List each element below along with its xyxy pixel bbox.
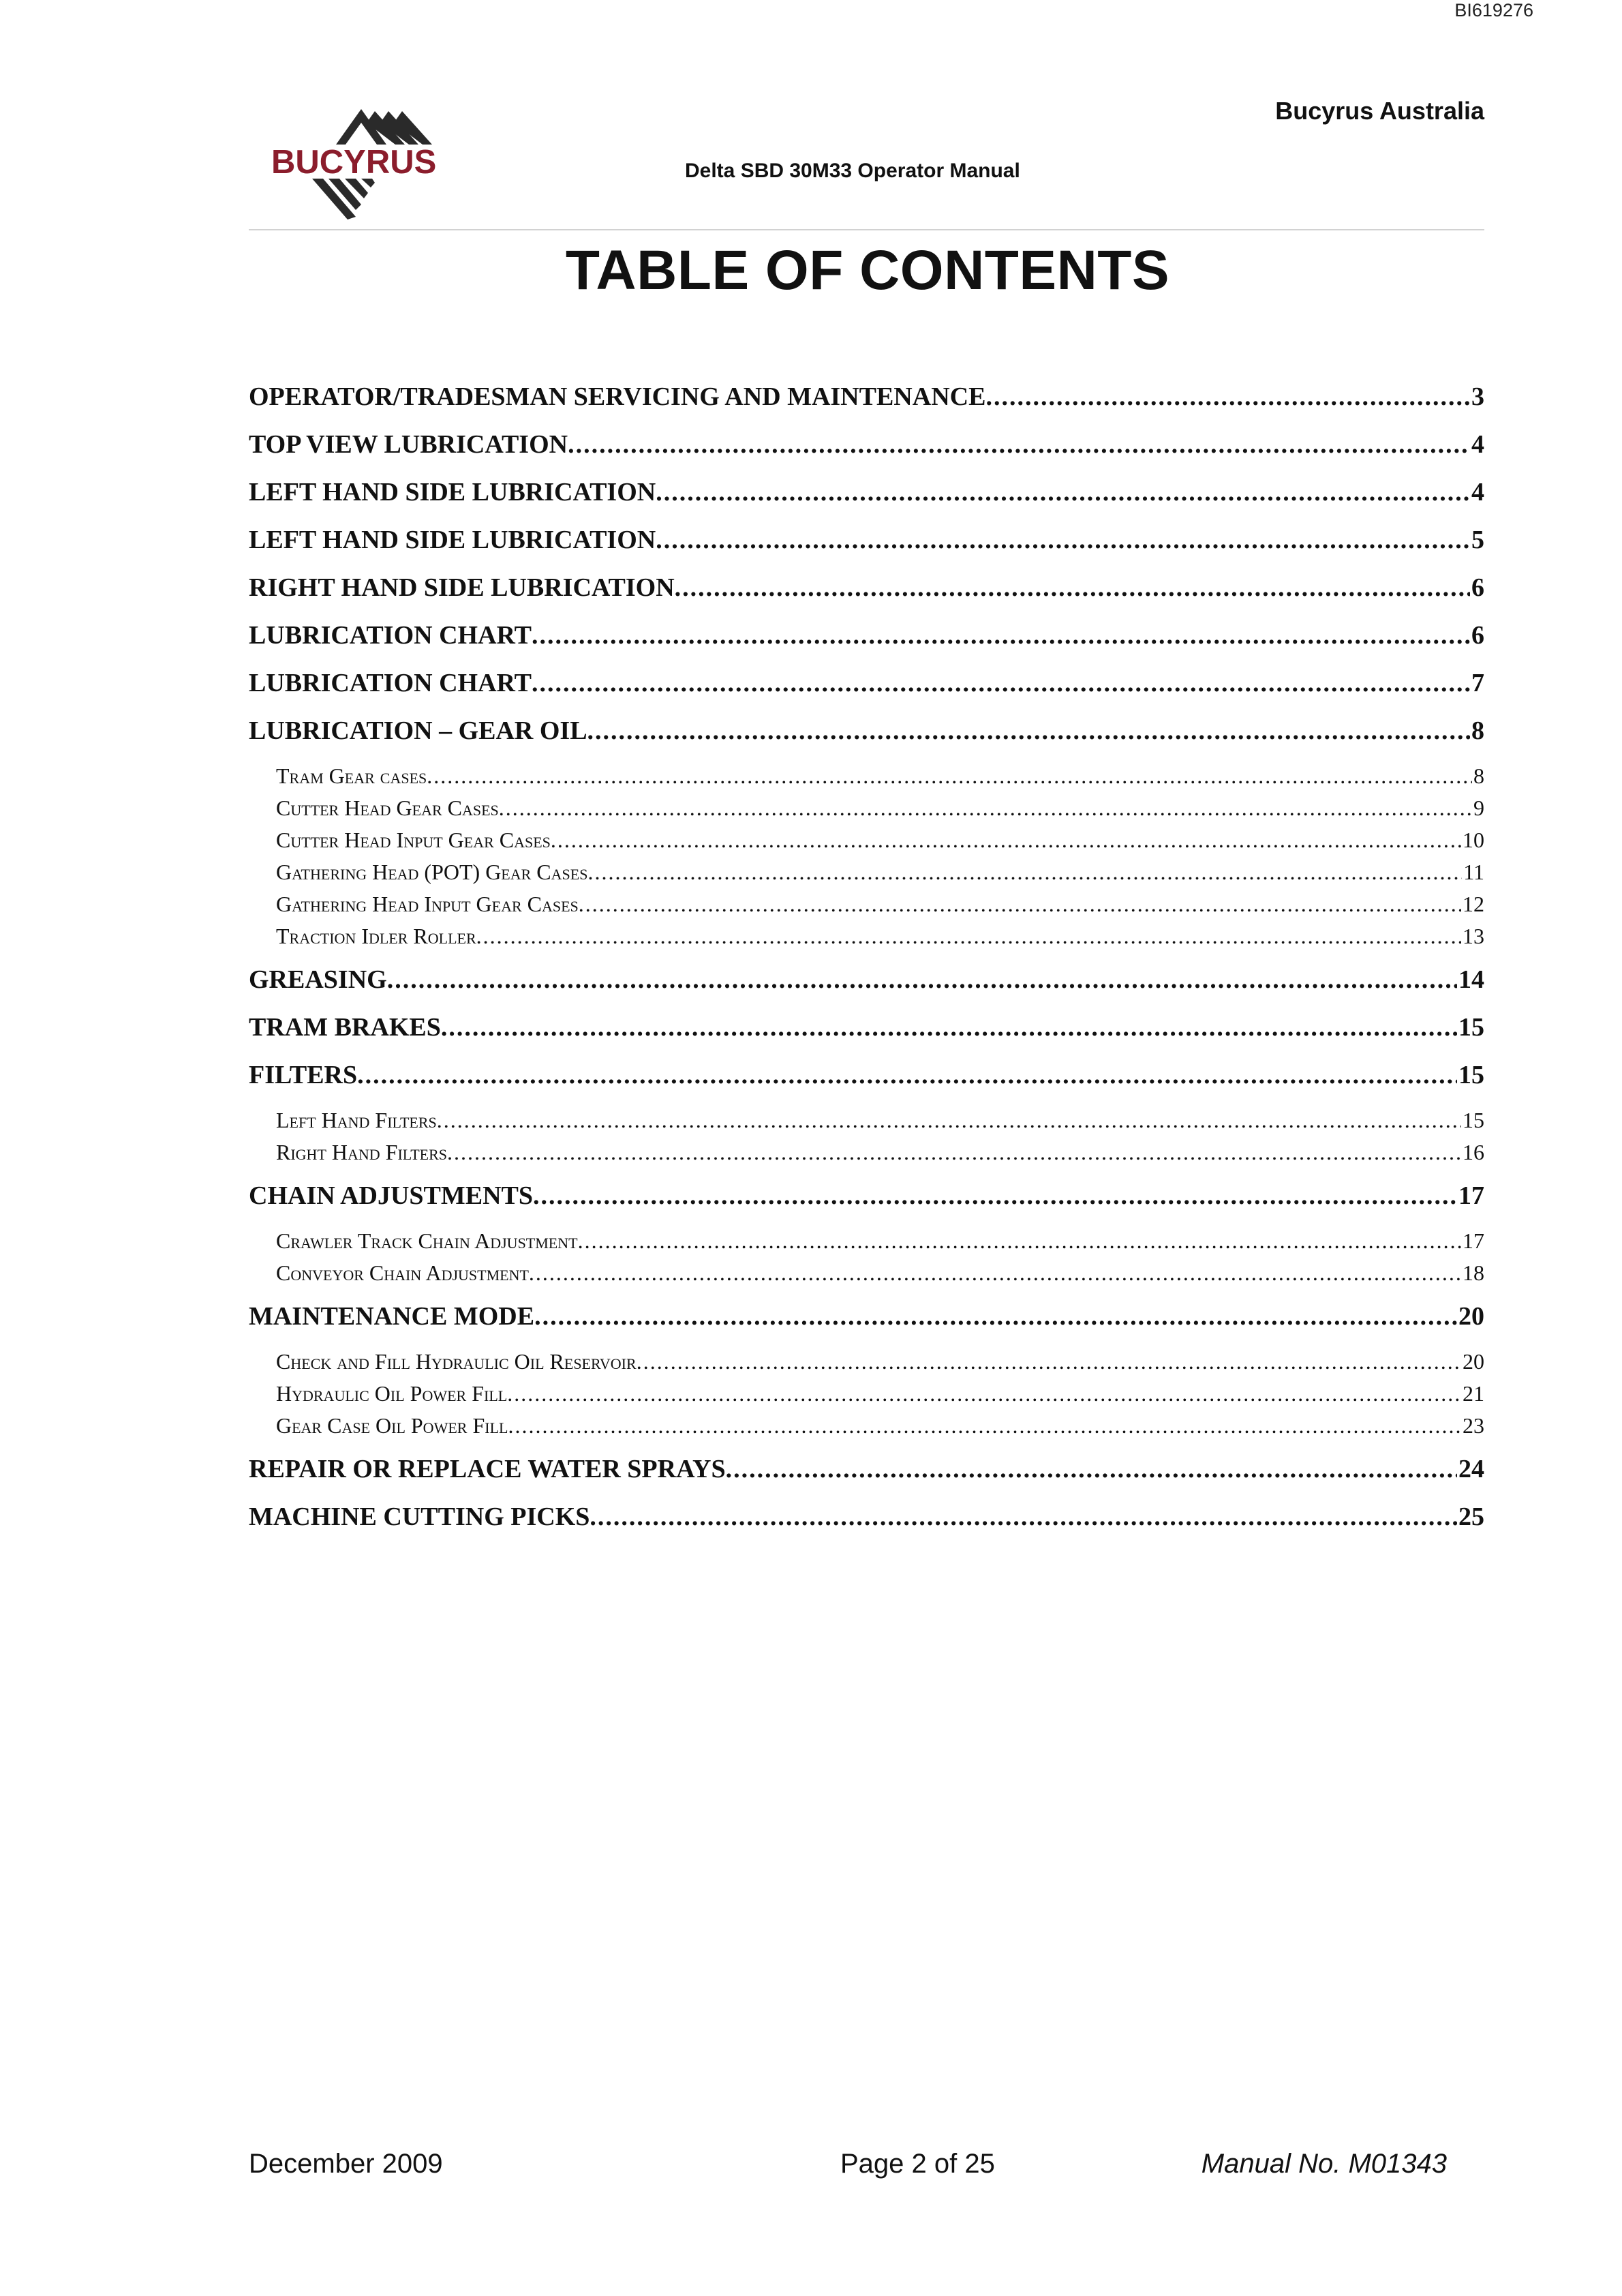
toc-entry-page: 8 bbox=[1473, 764, 1484, 788]
toc-dot-leader bbox=[441, 1012, 1457, 1042]
toc-entry[interactable] bbox=[249, 828, 1484, 854]
toc-dot-leader bbox=[499, 796, 1472, 821]
toc-entry-label: MAINTENANCE MODE bbox=[249, 1302, 535, 1331]
toc-entry-label: Check and Fill Hydraulic Oil Reservoir bbox=[276, 1349, 637, 1374]
toc-entry-page: 8 bbox=[1471, 716, 1484, 745]
toc-dot-leader bbox=[427, 764, 1472, 789]
toc-entry-page: 11 bbox=[1463, 860, 1484, 884]
toc-dot-leader bbox=[533, 1181, 1457, 1211]
toc-entry-label: LEFT HAND SIDE LUBRICATION bbox=[249, 478, 656, 507]
table-of-contents bbox=[249, 382, 1484, 1550]
footer-date: December 2009 bbox=[249, 2149, 443, 2179]
toc-dot-leader bbox=[476, 924, 1461, 949]
toc-dot-leader bbox=[447, 1140, 1461, 1165]
toc-entry-label: LEFT HAND SIDE LUBRICATION bbox=[249, 526, 656, 554]
toc-entry-label: Crawler Track Chain Adjustment bbox=[276, 1228, 578, 1253]
toc-entry-page: 21 bbox=[1463, 1381, 1484, 1406]
toc-dot-leader bbox=[579, 892, 1461, 917]
toc-entry-page: 4 bbox=[1471, 430, 1484, 459]
toc-entry[interactable] bbox=[249, 1381, 1484, 1407]
toc-entry-label: TOP VIEW LUBRICATION bbox=[249, 430, 568, 459]
toc-entry-label: Hydraulic Oil Power Fill bbox=[276, 1381, 508, 1406]
toc-entry-label: LUBRICATION CHART bbox=[249, 669, 532, 697]
toc-entry-label: GREASING bbox=[249, 965, 387, 994]
toc-dot-leader bbox=[656, 525, 1470, 555]
toc-entry[interactable] bbox=[249, 892, 1484, 918]
toc-entry-page: 16 bbox=[1463, 1140, 1484, 1164]
toc-dot-leader bbox=[437, 1108, 1461, 1133]
toc-entry[interactable] bbox=[249, 1228, 1484, 1254]
toc-dot-leader bbox=[532, 620, 1470, 650]
toc-entry-page: 20 bbox=[1458, 1302, 1484, 1331]
toc-entry-page: 10 bbox=[1463, 828, 1484, 852]
toc-entry-page: 3 bbox=[1471, 382, 1484, 411]
toc-dot-leader bbox=[534, 1301, 1457, 1331]
toc-entry[interactable] bbox=[249, 620, 1484, 651]
toc-entry-label: LUBRICATION – GEAR OIL bbox=[249, 716, 587, 745]
toc-entry-label: Traction Idler Roller bbox=[276, 924, 476, 948]
toc-entry-label: REPAIR OR REPLACE WATER SPRAYS bbox=[249, 1455, 726, 1483]
toc-entry[interactable] bbox=[249, 1181, 1484, 1211]
toc-dot-leader bbox=[726, 1454, 1457, 1484]
toc-entry[interactable] bbox=[249, 716, 1484, 746]
toc-entry-label: Cutter Head Input Gear Cases bbox=[276, 828, 551, 852]
toc-dot-leader bbox=[568, 429, 1470, 459]
toc-entry-label: Gathering Head Input Gear Cases bbox=[276, 892, 579, 916]
toc-entry-page: 14 bbox=[1458, 965, 1484, 994]
toc-entry[interactable] bbox=[249, 1140, 1484, 1166]
toc-entry[interactable] bbox=[249, 668, 1484, 699]
toc-entry-page: 12 bbox=[1463, 892, 1484, 916]
toc-entry-label: Tram Gear cases bbox=[276, 764, 427, 788]
toc-entry[interactable] bbox=[249, 573, 1484, 603]
toc-entry[interactable] bbox=[249, 965, 1484, 995]
toc-entry-label: CHAIN ADJUSTMENTS bbox=[249, 1181, 534, 1210]
toc-entry-page: 18 bbox=[1463, 1260, 1484, 1285]
company-name: Bucyrus Australia bbox=[1275, 97, 1484, 125]
toc-entry[interactable] bbox=[249, 477, 1484, 508]
toc-entry-page: 6 bbox=[1471, 621, 1484, 650]
toc-dot-leader bbox=[656, 477, 1470, 507]
toc-dot-leader bbox=[507, 1381, 1461, 1406]
toc-entry[interactable] bbox=[249, 764, 1484, 789]
toc-entry[interactable] bbox=[249, 1260, 1484, 1286]
toc-entry-label: Right Hand Filters bbox=[276, 1140, 447, 1164]
toc-entry[interactable] bbox=[249, 1413, 1484, 1439]
toc-dot-leader bbox=[587, 716, 1470, 746]
toc-entry-page: 17 bbox=[1463, 1228, 1484, 1253]
toc-entry[interactable] bbox=[249, 1060, 1484, 1091]
toc-entry-label: OPERATOR/TRADESMAN SERVICING AND MAINTENANCE bbox=[249, 382, 986, 411]
toc-entry-page: 17 bbox=[1458, 1181, 1484, 1210]
toc-entry-label: FILTERS bbox=[249, 1061, 358, 1089]
footer-manual-number: Manual No. M01343 bbox=[1201, 2149, 1447, 2179]
toc-entry-label: Cutter Head Gear Cases bbox=[276, 796, 499, 820]
toc-entry-page: 7 bbox=[1471, 669, 1484, 697]
toc-entry[interactable] bbox=[249, 1012, 1484, 1043]
toc-entry[interactable] bbox=[249, 382, 1484, 412]
toc-dot-leader bbox=[357, 1060, 1457, 1090]
page-title: TABLE OF CONTENTS bbox=[565, 239, 1170, 301]
toc-entry-page: 24 bbox=[1458, 1455, 1484, 1483]
toc-entry-label: TRAM BRAKES bbox=[249, 1013, 441, 1042]
toc-dot-leader bbox=[587, 860, 1462, 885]
toc-entry[interactable] bbox=[249, 429, 1484, 460]
toc-entry-page: 6 bbox=[1471, 573, 1484, 602]
toc-entry[interactable] bbox=[249, 1349, 1484, 1375]
toc-entry-page: 15 bbox=[1458, 1013, 1484, 1042]
toc-dot-leader bbox=[508, 1413, 1461, 1438]
toc-entry-label: MACHINE CUTTING PICKS bbox=[249, 1502, 590, 1531]
toc-entry-label: RIGHT HAND SIDE LUBRICATION bbox=[249, 573, 675, 602]
toc-entry[interactable] bbox=[249, 796, 1484, 821]
toc-entry-label: Left Hand Filters bbox=[276, 1108, 437, 1132]
toc-entry-label: Conveyor Chain Adjustment bbox=[276, 1260, 529, 1285]
toc-entry[interactable] bbox=[249, 924, 1484, 950]
toc-entry-page: 9 bbox=[1473, 796, 1484, 820]
toc-entry[interactable] bbox=[249, 1454, 1484, 1485]
toc-entry-page: 25 bbox=[1458, 1502, 1484, 1531]
toc-dot-leader bbox=[387, 965, 1457, 995]
toc-entry-page: 23 bbox=[1463, 1413, 1484, 1438]
toc-dot-leader bbox=[985, 382, 1470, 412]
toc-dot-leader bbox=[532, 668, 1470, 698]
bucyrus-logo bbox=[271, 102, 452, 222]
toc-entry-page: 5 bbox=[1471, 526, 1484, 554]
toc-dot-leader bbox=[551, 828, 1461, 853]
toc-dot-leader bbox=[637, 1349, 1461, 1374]
toc-entry[interactable] bbox=[249, 525, 1484, 556]
toc-entry[interactable] bbox=[249, 1301, 1484, 1332]
manual-title: Delta SBD 30M33 Operator Manual bbox=[685, 160, 1020, 182]
toc-entry[interactable] bbox=[249, 1502, 1484, 1532]
header-divider bbox=[249, 229, 1484, 230]
document-id: BI619276 bbox=[1454, 0, 1533, 20]
toc-dot-leader bbox=[675, 573, 1470, 603]
toc-entry[interactable] bbox=[249, 860, 1484, 886]
toc-dot-leader bbox=[578, 1228, 1461, 1254]
toc-entry[interactable] bbox=[249, 1108, 1484, 1134]
toc-entry-page: 13 bbox=[1463, 924, 1484, 948]
toc-entry-label: Gear Case Oil Power Fill bbox=[276, 1413, 508, 1438]
toc-entry-page: 20 bbox=[1463, 1349, 1484, 1374]
toc-dot-leader bbox=[529, 1260, 1461, 1286]
toc-entry-page: 4 bbox=[1471, 478, 1484, 507]
toc-entry-label: Gathering Head (POT) Gear Cases bbox=[276, 860, 588, 884]
toc-entry-page: 15 bbox=[1463, 1108, 1484, 1132]
logo-text: BUCYRUS bbox=[271, 144, 437, 181]
toc-dot-leader bbox=[590, 1502, 1457, 1532]
footer-page-number: Page 2 of 25 bbox=[840, 2149, 995, 2179]
toc-entry-page: 15 bbox=[1458, 1061, 1484, 1089]
toc-entry-label: LUBRICATION CHART bbox=[249, 621, 532, 650]
